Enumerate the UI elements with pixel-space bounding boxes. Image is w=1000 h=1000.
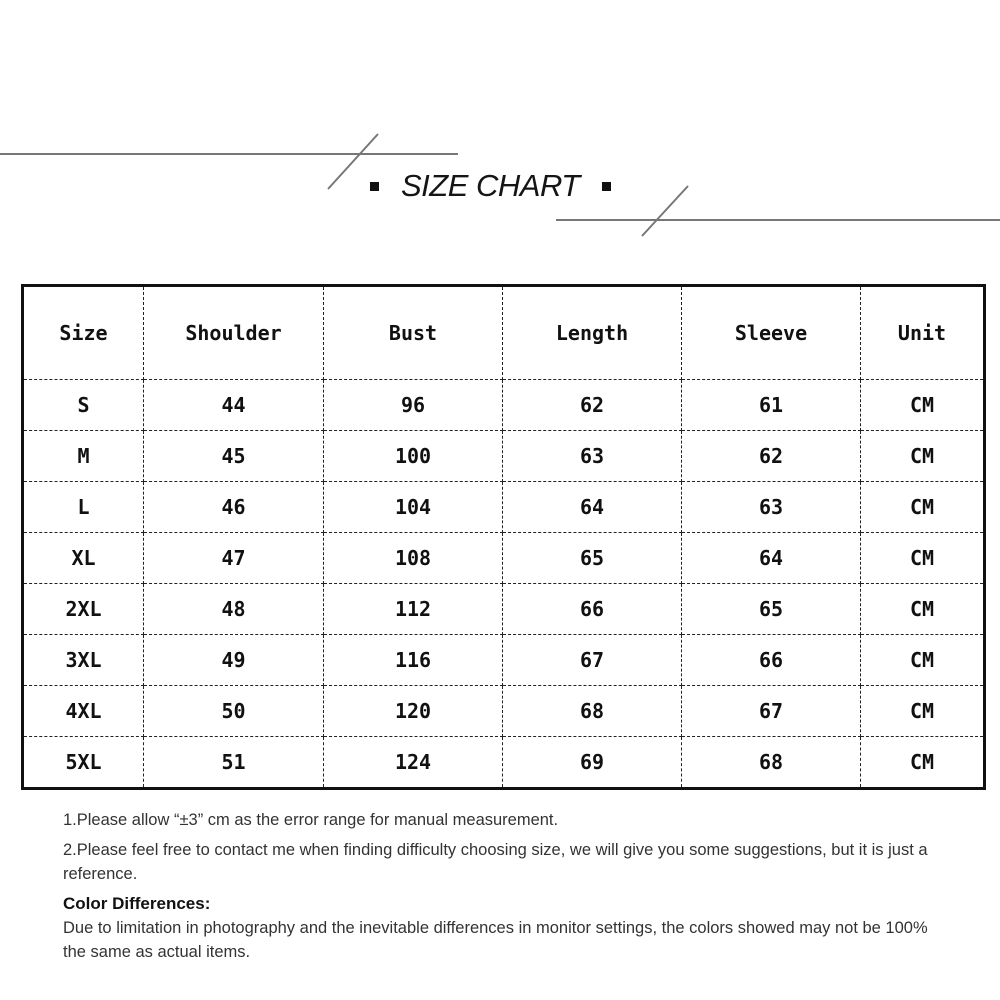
table-cell: 96: [324, 380, 503, 431]
table-cell: M: [23, 431, 144, 482]
size-table: [21, 284, 986, 790]
square-bullet-icon: [602, 182, 611, 191]
table-cell: 67: [503, 635, 682, 686]
column-header: Unit: [861, 286, 985, 380]
table-row: [23, 584, 985, 635]
page-title: SIZE CHART: [401, 168, 580, 203]
table-cell: 68: [503, 686, 682, 737]
table-row: [23, 533, 985, 584]
table-row: [23, 380, 985, 431]
table-header-row: [23, 286, 985, 380]
table-cell: 44: [144, 380, 324, 431]
table-cell: 4XL: [23, 686, 144, 737]
table-cell: 68: [682, 737, 861, 789]
table-cell: 108: [324, 533, 503, 584]
table-cell: 66: [682, 635, 861, 686]
table-cell: 65: [503, 533, 682, 584]
table-cell: 67: [682, 686, 861, 737]
table-cell: 62: [503, 380, 682, 431]
table-cell: 3XL: [23, 635, 144, 686]
table-row: [23, 686, 985, 737]
table-cell: 100: [324, 431, 503, 482]
table-cell: CM: [861, 482, 985, 533]
title-row: [370, 168, 611, 204]
table-cell: 112: [324, 584, 503, 635]
table-cell: CM: [861, 431, 985, 482]
table-row: [23, 635, 985, 686]
table-cell: CM: [861, 686, 985, 737]
table-cell: 50: [144, 686, 324, 737]
table-cell: 49: [144, 635, 324, 686]
table-cell: 5XL: [23, 737, 144, 789]
table-cell: 51: [144, 737, 324, 789]
table-cell: 63: [503, 431, 682, 482]
table-cell: CM: [861, 737, 985, 789]
color-differences-text: Due to limitation in photography and the inevitable differences in monitor settings, the colors showed may not be 100% the same as actual items.: [63, 919, 928, 961]
table-cell: CM: [861, 635, 985, 686]
table-cell: 69: [503, 737, 682, 789]
note-error-range: 1.Please allow “±3” cm as the error range for manual measurement.: [63, 811, 559, 829]
table-cell: L: [23, 482, 144, 533]
table-cell: 64: [503, 482, 682, 533]
table-cell: 45: [144, 431, 324, 482]
table-cell: S: [23, 380, 144, 431]
square-bullet-icon: [370, 182, 379, 191]
column-header: Length: [503, 286, 682, 380]
table-cell: 61: [682, 380, 861, 431]
column-header: Size: [23, 286, 144, 380]
table-cell: 66: [503, 584, 682, 635]
column-header: Shoulder: [144, 286, 324, 380]
table-row: [23, 482, 985, 533]
table-cell: 47: [144, 533, 324, 584]
table-cell: CM: [861, 584, 985, 635]
table-cell: 116: [324, 635, 503, 686]
table-cell: 2XL: [23, 584, 144, 635]
table-row: [23, 737, 985, 789]
column-header: Bust: [324, 286, 503, 380]
table-cell: 120: [324, 686, 503, 737]
notes-section: [63, 808, 943, 970]
note-contact: 2.Please feel free to contact me when finding difficulty choosing size, we will give you some suggestions, but it is just a reference.: [63, 841, 928, 883]
color-differences-heading: Color Differences:: [63, 894, 211, 913]
table-row: [23, 431, 985, 482]
title-decoration-lines: [0, 0, 1000, 260]
table-cell: 46: [144, 482, 324, 533]
table-cell: CM: [861, 380, 985, 431]
table-cell: 124: [324, 737, 503, 789]
table-cell: 48: [144, 584, 324, 635]
table-cell: 62: [682, 431, 861, 482]
table-cell: 104: [324, 482, 503, 533]
column-header: Sleeve: [682, 286, 861, 380]
table-cell: 63: [682, 482, 861, 533]
table-cell: 65: [682, 584, 861, 635]
table-cell: XL: [23, 533, 144, 584]
table-cell: CM: [861, 533, 985, 584]
table-cell: 64: [682, 533, 861, 584]
